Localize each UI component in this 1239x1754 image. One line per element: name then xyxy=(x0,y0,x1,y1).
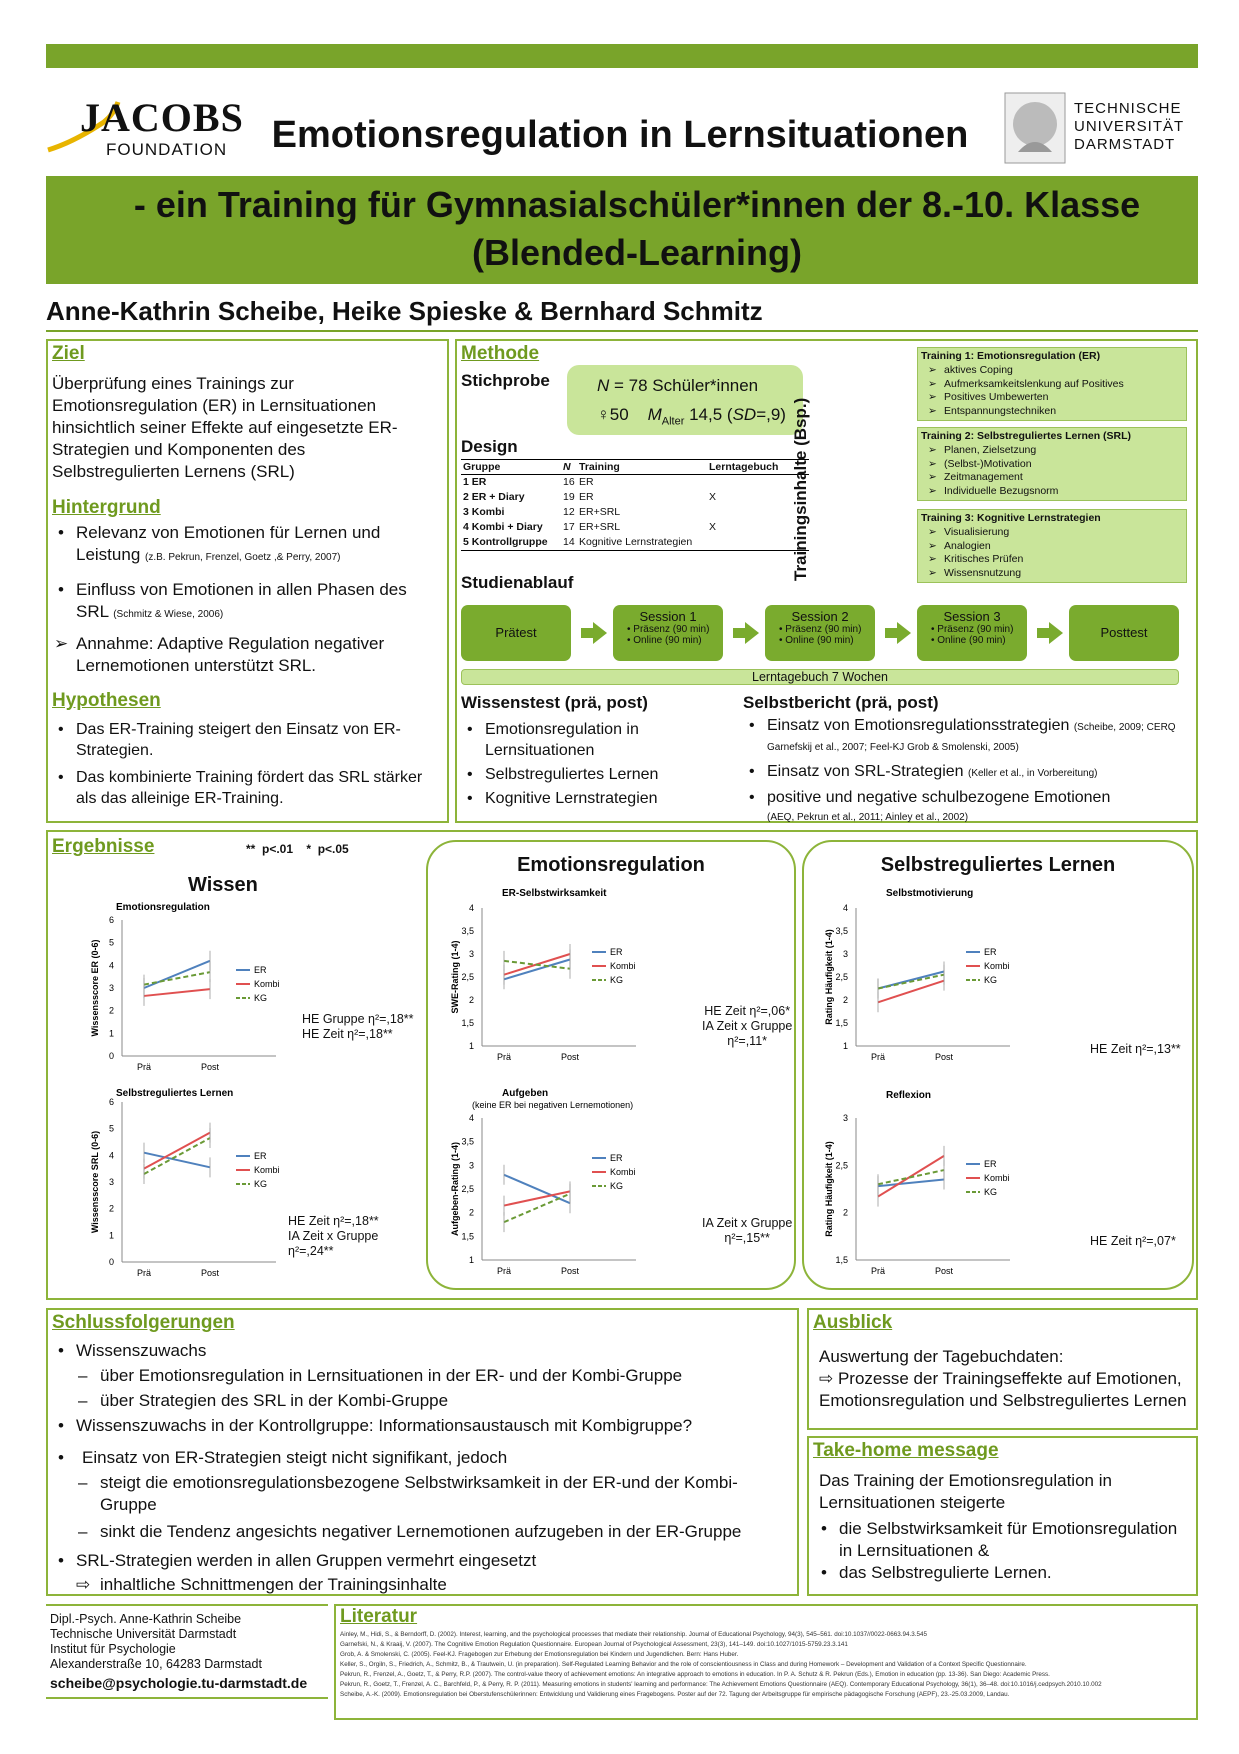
table-cell: X xyxy=(709,521,717,533)
column-3-title: Selbstreguliertes Lernen xyxy=(880,854,1116,876)
series-line-er xyxy=(144,1153,210,1168)
design-table xyxy=(461,459,809,551)
legend-label: Kombi xyxy=(254,979,280,989)
stats-selbstmotivierung xyxy=(1090,1042,1181,1057)
jacobs-logo-title: JACOBS xyxy=(80,95,244,140)
legend-label: KG xyxy=(984,1187,998,1197)
title-line-1: Emotionsregulation in Lernsituationen xyxy=(271,114,969,156)
chart-title: Reflexion xyxy=(886,1090,932,1101)
list-item: • das Selbstregulierte Lernen. xyxy=(815,1562,1185,1584)
wissenstest-list xyxy=(461,719,711,809)
table-cell: 5 Kontrollgruppe xyxy=(461,535,561,551)
list-item: • SRL-Strategien werden in allen Gruppen vermehrt eingesetzt xyxy=(52,1550,792,1572)
schluss-list-1 xyxy=(52,1340,792,1362)
x-tick-label: Prä xyxy=(496,1052,512,1062)
table-header: Training xyxy=(577,460,707,475)
hintergrund-ref-2: (Schmitz & Wiese, 2006) xyxy=(113,609,224,620)
stat-line: IA Zeit x Gruppe xyxy=(288,1229,379,1243)
tu-logo xyxy=(1004,90,1204,170)
y-tick-label: 5 xyxy=(108,1123,114,1134)
table-row xyxy=(461,490,809,505)
series-line-kombi xyxy=(144,1133,210,1169)
hintergrund-ref-1: (z.B. Pekrun, Frenzel, Goetz ,& Perry, 2007) xyxy=(145,552,341,563)
session-3-title: Session 3 xyxy=(943,609,1001,624)
schluss-list-2 xyxy=(52,1415,792,1437)
x-tick-label: Prä xyxy=(496,1266,512,1276)
literature-ref: Keller, S., Orgiln, S., Friedrich, A., Schmitz, B., & Trautwein, U. (in preparation). Self-Regulated Learning Behavior and the role of conscientiousness in Class and during Homework – Development and Validation of a Context Specific Questionnaire. xyxy=(340,1661,1027,1668)
list-item: ➢ Planen, Zielsetzung xyxy=(918,444,1186,458)
y-tick-label: 3 xyxy=(108,983,114,993)
contact-line: Technische Universität Darmstadt xyxy=(50,1627,237,1641)
ausblick-heading: Ausblick xyxy=(813,1312,893,1333)
chart-title: Aufgeben xyxy=(502,1088,549,1099)
step-posttest xyxy=(1069,605,1179,661)
tu-logo-line-2: UNIVERSITÄT xyxy=(1074,118,1185,135)
table-row xyxy=(461,520,809,535)
contact-line: Alexanderstraße 10, 64283 Darmstadt xyxy=(50,1657,262,1671)
training-2-title: Training 2: Selbstreguliertes Lernen (SRL) xyxy=(921,430,1132,442)
tu-logo-line-1: TECHNISCHE xyxy=(1074,100,1182,117)
legend-label: Kombi xyxy=(610,961,636,971)
top-bar xyxy=(46,44,1198,68)
y-tick-label: 3 xyxy=(468,949,474,959)
table-cell: 1 ER xyxy=(463,476,487,488)
design-label: Design xyxy=(461,437,518,456)
title-line-2: - ein Training für Gymnasialschüler*innen der 8.-10. Klasse xyxy=(133,184,1141,225)
schluss-list-4 xyxy=(52,1550,792,1572)
table-header: Gruppe xyxy=(461,460,561,475)
y-tick-label: 1 xyxy=(108,1028,114,1039)
list-item xyxy=(52,522,442,569)
table-cell: 17 xyxy=(563,521,575,533)
contact-email[interactable]: scheibe@psychologie.tu-darmstadt.de xyxy=(50,1675,308,1691)
step-praetest xyxy=(461,605,571,661)
selbstbericht-ref-1: (Scheibe, 2009; CERQ Garnefskij et al., 2007; Feel-KJ Grob & Smolenski, 2005) xyxy=(767,722,1176,753)
chart-reflexion xyxy=(816,1084,1116,1292)
schluss-sublist-3 xyxy=(76,1472,792,1543)
y-axis-label: Wissensscore SRL (0-6) xyxy=(90,1130,100,1234)
table-cell: Kognitive Lernstrategien xyxy=(577,535,707,551)
y-tick-label: 1 xyxy=(468,1041,474,1051)
stichprobe-m: M xyxy=(647,405,662,424)
ausblick-text-1: Auswertung der Tagebuchdaten: xyxy=(819,1347,1064,1366)
list-item: ➢ Wissensnutzung xyxy=(918,567,1186,581)
selbstbericht-item-1: Einsatz von Emotionsregulationsstrategien xyxy=(767,717,1070,734)
ausblick-text-2 xyxy=(819,1368,1189,1412)
wissenstest-label: Wissenstest (prä, post) xyxy=(461,693,648,712)
authors-divider xyxy=(46,330,1198,332)
hintergrund-item-1: Relevanz von Emotionen für Lernen und Leistung xyxy=(76,523,381,564)
legend-label: ER xyxy=(610,1153,623,1163)
significance-legend: ** p<.01 * p<.05 xyxy=(246,842,349,856)
methode-heading: Methode xyxy=(461,343,540,364)
hintergrund-item-2: Einfluss von Emotionen in allen Phasen des SRL xyxy=(76,580,407,621)
column-1-title: Wissen xyxy=(188,874,258,896)
authors: Anne-Kathrin Scheibe, Heike Spieske & Bernhard Schmitz xyxy=(46,296,763,326)
stat-line: IA Zeit x Gruppe xyxy=(702,1019,793,1033)
selbstbericht-list xyxy=(743,717,1193,827)
literature-ref: Pekrun, R., Frenzel, A., Goetz, T., & Perry, R.P. (2007). The control-value theory of achievement emotions: An integrative approach to emotions in education. In P. A. Schutz & R. Pekrun (Eds.), Emotion in education (pp. 13-36). San Diego: Academic Press. xyxy=(340,1671,1050,1678)
selbstbericht-item-2: Einsatz von SRL-Strategien xyxy=(767,763,964,780)
y-tick-label: 0 xyxy=(108,1257,114,1267)
legend-label: Kombi xyxy=(984,1173,1010,1183)
stat-line: HE Zeit η²=,06* xyxy=(704,1004,791,1018)
literature-ref: Scheibe, A.-K. (2009). Emotionsregulation bei Oberstufenschülerinnen: Entwicklung und Validierung eines Fragebogens. Poster auf der 72. Tagung der Arbeitsgruppe für empirische pädagogische Forschung (AEPF), 23.-25.03.2009, Landau. xyxy=(340,1691,1010,1698)
list-item xyxy=(743,763,1193,783)
ziel-text: Überprüfung eines Trainings zur Emotionsregulation (ER) in Lernsituationen hinsichtlich seiner Effekte auf eingesetzte ER-Strategien und Komponenten des Selbstregulierten Lernens (SRL) xyxy=(52,374,398,481)
studienablauf-label: Studienablauf xyxy=(461,573,574,592)
table-cell: 2 ER + Diary xyxy=(463,491,525,503)
table-cell: ER+SRL xyxy=(579,521,621,533)
table-header-row xyxy=(461,460,809,475)
contact-line: Institut für Psychologie xyxy=(50,1642,176,1656)
x-tick-label: Prä xyxy=(870,1266,886,1276)
y-tick-label: 4 xyxy=(468,1113,474,1123)
list-item: ➢ Visualisierung xyxy=(918,526,1186,540)
legend-label: ER xyxy=(984,1159,997,1169)
table-cell: 4 Kombi + Diary xyxy=(463,521,543,533)
stat-line: η²=,15** xyxy=(724,1231,770,1245)
chart-title: Selbstmotivierung xyxy=(886,888,974,899)
jacobs-logo xyxy=(44,92,244,168)
list-item: – steigt die emotionsregulationsbezogene Selbstwirksamkeit in der ER-und der Kombi-Gruppe xyxy=(76,1472,766,1516)
y-tick-label: 2,5 xyxy=(835,972,848,982)
schluss-list-3 xyxy=(52,1447,792,1469)
y-tick-label: 3,5 xyxy=(835,926,848,936)
training-2-box xyxy=(917,427,1187,501)
y-tick-label: 2 xyxy=(468,995,474,1005)
list-item: ➢ (Selbst-)Motivation xyxy=(918,458,1186,472)
list-item xyxy=(743,717,1193,757)
y-tick-label: 1,5 xyxy=(461,1231,474,1242)
table-cell: ER xyxy=(579,476,594,488)
y-tick-label: 1 xyxy=(108,1230,114,1241)
training-2-list xyxy=(918,444,1186,498)
stichprobe-sd: SD xyxy=(732,405,757,424)
stichprobe-line-2 xyxy=(597,400,803,436)
selbstbericht-item-3: positive und negative schulbezogene Emotionen xyxy=(767,789,1111,806)
series-line-kombi xyxy=(144,989,210,996)
x-tick-label: Post xyxy=(200,1268,220,1278)
legend-label: KG xyxy=(610,975,624,985)
stats-selbstwirksamkeit xyxy=(702,1004,792,1049)
step-session-1 xyxy=(613,605,723,661)
step-session-3 xyxy=(917,605,1027,661)
y-tick-label: 4 xyxy=(468,903,474,913)
y-tick-label: 6 xyxy=(108,915,114,925)
y-tick-label: 2 xyxy=(842,995,848,1005)
y-axis-label: SWE-Rating (1-4) xyxy=(450,940,460,1014)
chart-wissen-er xyxy=(76,884,394,1070)
legend-label: ER xyxy=(254,1151,267,1161)
list-item: • Einsatz von ER-Strategien steigt nicht signifikant, jedoch xyxy=(52,1447,792,1469)
athena-icon xyxy=(1004,92,1066,164)
schluss-sublist-4 xyxy=(76,1574,792,1596)
stats-wissen-srl xyxy=(288,1214,379,1259)
table-cell: 14 xyxy=(561,535,577,551)
jacobs-logo-subtitle: FOUNDATION xyxy=(106,140,228,159)
table-cell: 16 xyxy=(563,476,575,488)
legend-label: Kombi xyxy=(610,1167,636,1177)
table-cell: 12 xyxy=(563,506,575,518)
list-item: ➢ Zeitmanagement xyxy=(918,471,1186,485)
training-1-box xyxy=(917,347,1187,421)
y-tick-label: 5 xyxy=(108,937,114,948)
step-posttest-label: Posttest xyxy=(1100,625,1148,640)
stichprobe-text-3: =,9) xyxy=(756,405,786,424)
table-row xyxy=(461,475,809,491)
lerntagebuch-bar: Lerntagebuch 7 Wochen xyxy=(461,669,1179,685)
y-tick-label: 6 xyxy=(108,1097,114,1107)
schluss-heading: Schlussfolgerungen xyxy=(52,1312,235,1333)
hintergrund-heading: Hintergrund xyxy=(52,497,161,518)
chart-title: Selbstreguliertes Lernen xyxy=(116,1088,234,1099)
session-1-online: • Online (90 min) xyxy=(627,635,702,646)
ziel-heading: Ziel xyxy=(52,343,85,364)
table-cell: ER+SRL xyxy=(579,506,621,518)
takehome-heading: Take-home message xyxy=(813,1440,999,1461)
session-2-praesenz: • Präsenz (90 min) xyxy=(779,624,862,635)
stats-reflexion xyxy=(1090,1234,1176,1249)
x-tick-label: Post xyxy=(934,1052,954,1062)
list-item: • Emotionsregulation in Lernsituationen xyxy=(461,719,711,761)
stat-line: HE Zeit η²=,18** xyxy=(288,1214,379,1228)
takehome-text: Das Training der Emotionsregulation in Lernsituationen steigerte xyxy=(819,1471,1112,1512)
y-tick-label: 1,5 xyxy=(461,1018,474,1028)
legend-label: ER xyxy=(254,965,267,975)
training-1-list xyxy=(918,364,1186,418)
literature-ref: Ainley, M., Hidi, S., & Berndorff, D. (2002). Interest, learning, and the psychological processes that mediate their relationship. Journal of Educational Psychology, 94(3), 545–561. doi:10.1037//0022-0663.94.3.545 xyxy=(340,1631,928,1638)
stats-wissen-er xyxy=(302,1012,414,1042)
hintergrund-list xyxy=(52,522,442,636)
stichprobe-box xyxy=(567,365,803,435)
legend-label: ER xyxy=(610,947,623,957)
legend-label: KG xyxy=(254,993,268,1003)
selbstbericht-ref-3: (AEQ, Pekrun et al., 2011; Ainley et al., 2002) xyxy=(767,812,969,823)
list-item: ➢ Kritisches Prüfen xyxy=(918,553,1186,567)
y-tick-label: 0 xyxy=(108,1051,114,1061)
table-cell: X xyxy=(709,491,717,503)
contact-line: Dipl.-Psych. Anne-Kathrin Scheibe xyxy=(50,1612,242,1626)
x-tick-label: Post xyxy=(560,1266,580,1276)
chart-selbstmotivierung xyxy=(816,872,1116,1082)
training-3-box xyxy=(917,509,1187,583)
table-header: N xyxy=(561,460,577,475)
y-tick-label: 4 xyxy=(108,960,114,971)
y-axis-label: Aufgeben-Rating (1-4) xyxy=(450,1142,460,1236)
stichprobe-line-1 xyxy=(597,371,803,400)
literature-ref: Garnefski, N., & Kraaij, V. (2007). The Cognitive Emotion Regulation Questionnaire. European Journal of Psychological Assessment, 23(3), 141–149. doi:10.1027/1015-5759.23.3.141 xyxy=(340,1641,848,1648)
schluss-sublist-1 xyxy=(76,1365,792,1412)
y-tick-label: 4 xyxy=(842,903,848,913)
stat-line: HE Zeit η²=,18** xyxy=(302,1027,393,1041)
legend-label: Kombi xyxy=(984,961,1010,971)
y-tick-label: 3 xyxy=(108,1177,114,1187)
list-item: – über Emotionsregulation in Lernsituationen in der ER- und der Kombi-Gruppe xyxy=(76,1365,792,1387)
hypothesen-heading: Hypothesen xyxy=(52,690,161,711)
title-line-3: (Blended-Learning) xyxy=(472,232,802,273)
stichprobe-text-2: 14,5 ( xyxy=(684,405,733,424)
list-item: • Selbstreguliertes Lernen xyxy=(461,764,711,785)
list-item: ➢ Analogien xyxy=(918,540,1186,554)
intro-panel xyxy=(46,339,449,823)
stats-aufgeben xyxy=(702,1216,792,1246)
y-tick-label: 1 xyxy=(842,1041,848,1051)
hypothesen-list xyxy=(52,719,442,809)
list-item: ➢ Entspannungstechniken xyxy=(918,405,1186,419)
x-tick-label: Prä xyxy=(870,1052,886,1062)
training-3-list xyxy=(918,526,1186,580)
x-tick-label: Prä xyxy=(136,1062,152,1070)
session-2-online: • Online (90 min) xyxy=(779,635,854,646)
list-item: – sinkt die Tendenz angesichts negativer Lernemotionen aufzugeben in der ER-Gruppe xyxy=(76,1521,792,1543)
takehome-list xyxy=(815,1518,1185,1584)
list-item: ⇨ inhaltliche Schnittmengen der Trainingsinhalte xyxy=(76,1574,792,1596)
takehome-panel xyxy=(807,1436,1198,1596)
table-row xyxy=(461,505,809,520)
arrow-icon xyxy=(593,622,607,644)
title-banner xyxy=(46,176,1198,284)
y-tick-label: 2 xyxy=(842,1207,848,1218)
y-tick-label: 3 xyxy=(468,1160,474,1171)
ergebnisse-heading: Ergebnisse xyxy=(52,836,155,857)
y-tick-label: 3,5 xyxy=(461,1136,474,1147)
y-tick-label: 1,5 xyxy=(835,1255,848,1265)
session-3-online: • Online (90 min) xyxy=(931,635,1006,646)
literatur-heading: Literatur xyxy=(340,1606,418,1627)
y-axis-label: Wissensscore ER (0-6) xyxy=(90,939,100,1037)
stichprobe-text-1: = 78 Schüler*innen xyxy=(609,376,759,395)
stichprobe-n: N xyxy=(597,376,610,395)
stichprobe-female: ♀50 xyxy=(597,405,629,424)
y-tick-label: 3 xyxy=(842,1113,848,1123)
list-item xyxy=(52,579,442,626)
tu-logo-line-3: DARMSTADT xyxy=(1074,136,1176,153)
x-tick-label: Post xyxy=(560,1052,580,1062)
chart-title: Emotionsregulation xyxy=(116,902,210,913)
step-session-2 xyxy=(765,605,875,661)
legend-label: KG xyxy=(254,1179,268,1189)
chart-subtitle: (keine ER bei negativen Lernemotionen) xyxy=(472,1100,634,1110)
series-line-kombi xyxy=(878,981,944,1003)
stichprobe-age-sub: Alter xyxy=(661,415,685,428)
series-line-kg xyxy=(144,1138,210,1174)
literatur-list xyxy=(340,1630,1192,1700)
chart-aufgeben xyxy=(442,1084,742,1292)
list-item: ➢ Aufmerksamkeitslenkung auf Positives xyxy=(918,378,1186,392)
chart-wissen-srl xyxy=(76,1082,394,1292)
stat-line: η²=,24** xyxy=(288,1244,334,1258)
chart-er-selbstwirksamkeit xyxy=(442,872,742,1082)
stat-line: IA Zeit x Gruppe xyxy=(702,1216,793,1230)
legend-label: KG xyxy=(610,1181,624,1191)
y-tick-label: 2,5 xyxy=(835,1160,848,1171)
y-tick-label: 2,5 xyxy=(461,1184,474,1194)
legend-label: ER xyxy=(984,947,997,957)
y-axis-label: Rating Häufigkeit (1-4) xyxy=(824,929,834,1025)
column-2-title: Emotionsregulation xyxy=(517,854,705,876)
x-tick-label: Post xyxy=(934,1266,954,1276)
selbstbericht-ref-2: (Keller et al., in Vorbereitung) xyxy=(968,768,1098,779)
list-item: • die Selbstwirksamkeit für Emotionsregulation in Lernsituationen & xyxy=(815,1518,1185,1562)
legend-label: Kombi xyxy=(254,1165,280,1175)
y-axis-label: Rating Häufigkeit (1-4) xyxy=(824,1141,834,1237)
x-tick-label: Prä xyxy=(136,1268,152,1278)
y-tick-label: 3 xyxy=(842,949,848,959)
stichprobe-label: Stichprobe xyxy=(461,371,550,390)
contact-block xyxy=(46,1604,328,1699)
y-tick-label: 2 xyxy=(468,1207,474,1218)
table-header: Lerntagebuch xyxy=(707,460,809,475)
literature-ref: Grob, A. & Smolenski, C. (2005). Feel-KJ. Fragebogen zur Erhebung der Emotionsregulation bei Kindern und Jugendlichen. Bern: Hans Huber. xyxy=(340,1651,739,1658)
list-item: • Wissenszuwachs xyxy=(52,1340,792,1362)
arrow-icon xyxy=(1049,622,1063,644)
y-tick-label: 2,5 xyxy=(461,972,474,982)
selbstbericht-label: Selbstbericht (prä, post) xyxy=(743,693,939,712)
y-tick-label: 4 xyxy=(108,1150,114,1161)
schluss-panel xyxy=(46,1308,799,1596)
list-item: • Das kombinierte Training fördert das SRL stärker als das alleinige ER-Training. xyxy=(52,767,442,809)
stat-line: HE Zeit η²=,13** xyxy=(1090,1042,1181,1056)
session-2-title: Session 2 xyxy=(791,609,849,624)
y-tick-label: 2 xyxy=(108,1203,114,1214)
list-item: – über Strategien des SRL in der Kombi-Gruppe xyxy=(76,1390,792,1412)
ausblick-panel xyxy=(807,1308,1198,1430)
list-item: ➢ Individuelle Bezugsnorm xyxy=(918,485,1186,499)
list-item: • Kognitive Lernstrategien xyxy=(461,788,711,809)
list-item: ➢ Annahme: Adaptive Regulation negativer Lernemotionen unterstützt SRL. xyxy=(52,633,442,677)
y-tick-label: 1,5 xyxy=(835,1018,848,1028)
session-3-praesenz: • Präsenz (90 min) xyxy=(931,624,1014,635)
y-tick-label: 1 xyxy=(468,1255,474,1265)
literatur-panel xyxy=(334,1604,1198,1720)
stat-line: HE Gruppe η²=,18** xyxy=(302,1012,414,1026)
chart-title: ER-Selbstwirksamkeit xyxy=(502,888,607,899)
schluss-body xyxy=(52,1340,792,1596)
list-item: • Wissenszuwachs in der Kontrollgruppe: Informationsaustausch mit Kombigruppe? xyxy=(52,1415,792,1437)
methode-panel xyxy=(455,339,1198,823)
legend-label: KG xyxy=(984,975,998,985)
literature-ref: Pekrun, R., Goetz, T., Frenzel, A. C., Barchfeld, P., & Perry, R. P. (2011). Measuring emotions in students' learning and performance: The Achievement Emotions Questionnaire (AEQ). Contemporary Educational Psychology, 36(1), 36–48. doi:10.1016/j.cedpsych.2010.10.002 xyxy=(340,1681,1102,1688)
list-item: ➢ aktives Coping xyxy=(918,364,1186,378)
series-line-kg xyxy=(878,975,944,989)
arrow-icon xyxy=(745,622,759,644)
arrow-icon xyxy=(897,622,911,644)
stat-line: HE Zeit η²=,07* xyxy=(1090,1234,1176,1248)
session-1-title: Session 1 xyxy=(639,609,697,624)
list-item: ➢ Positives Umbewerten xyxy=(918,391,1186,405)
table-cell: 19 xyxy=(563,491,575,503)
annahme-list xyxy=(52,633,442,677)
step-praetest-label: Prätest xyxy=(495,625,537,640)
trainingsinhalte-label: Trainingsinhalte (Bsp.) xyxy=(791,397,810,581)
x-tick-label: Post xyxy=(200,1062,220,1070)
stat-line: η²=,11* xyxy=(727,1034,768,1048)
table-cell: 3 Kombi xyxy=(463,506,505,518)
y-tick-label: 2 xyxy=(108,1005,114,1016)
training-1-title: Training 1: Emotionsregulation (ER) xyxy=(921,350,1101,362)
list-item: • Das ER-Training steigert den Einsatz von ER-Strategien. xyxy=(52,719,442,761)
training-3-title: Training 3: Kognitive Lernstrategien xyxy=(921,512,1101,524)
table-cell: ER xyxy=(579,491,594,503)
y-tick-label: 3,5 xyxy=(461,926,474,936)
table-row xyxy=(461,535,809,551)
session-1-praesenz: • Präsenz (90 min) xyxy=(627,624,710,635)
arrow-right-icon: ⇨ xyxy=(819,1369,838,1388)
ausblick-text-2-body: Prozesse der Trainingseffekte auf Emotionen, Emotionsregulation und Selbstreguliertes Lernen xyxy=(819,1369,1187,1410)
list-item xyxy=(743,789,1193,827)
